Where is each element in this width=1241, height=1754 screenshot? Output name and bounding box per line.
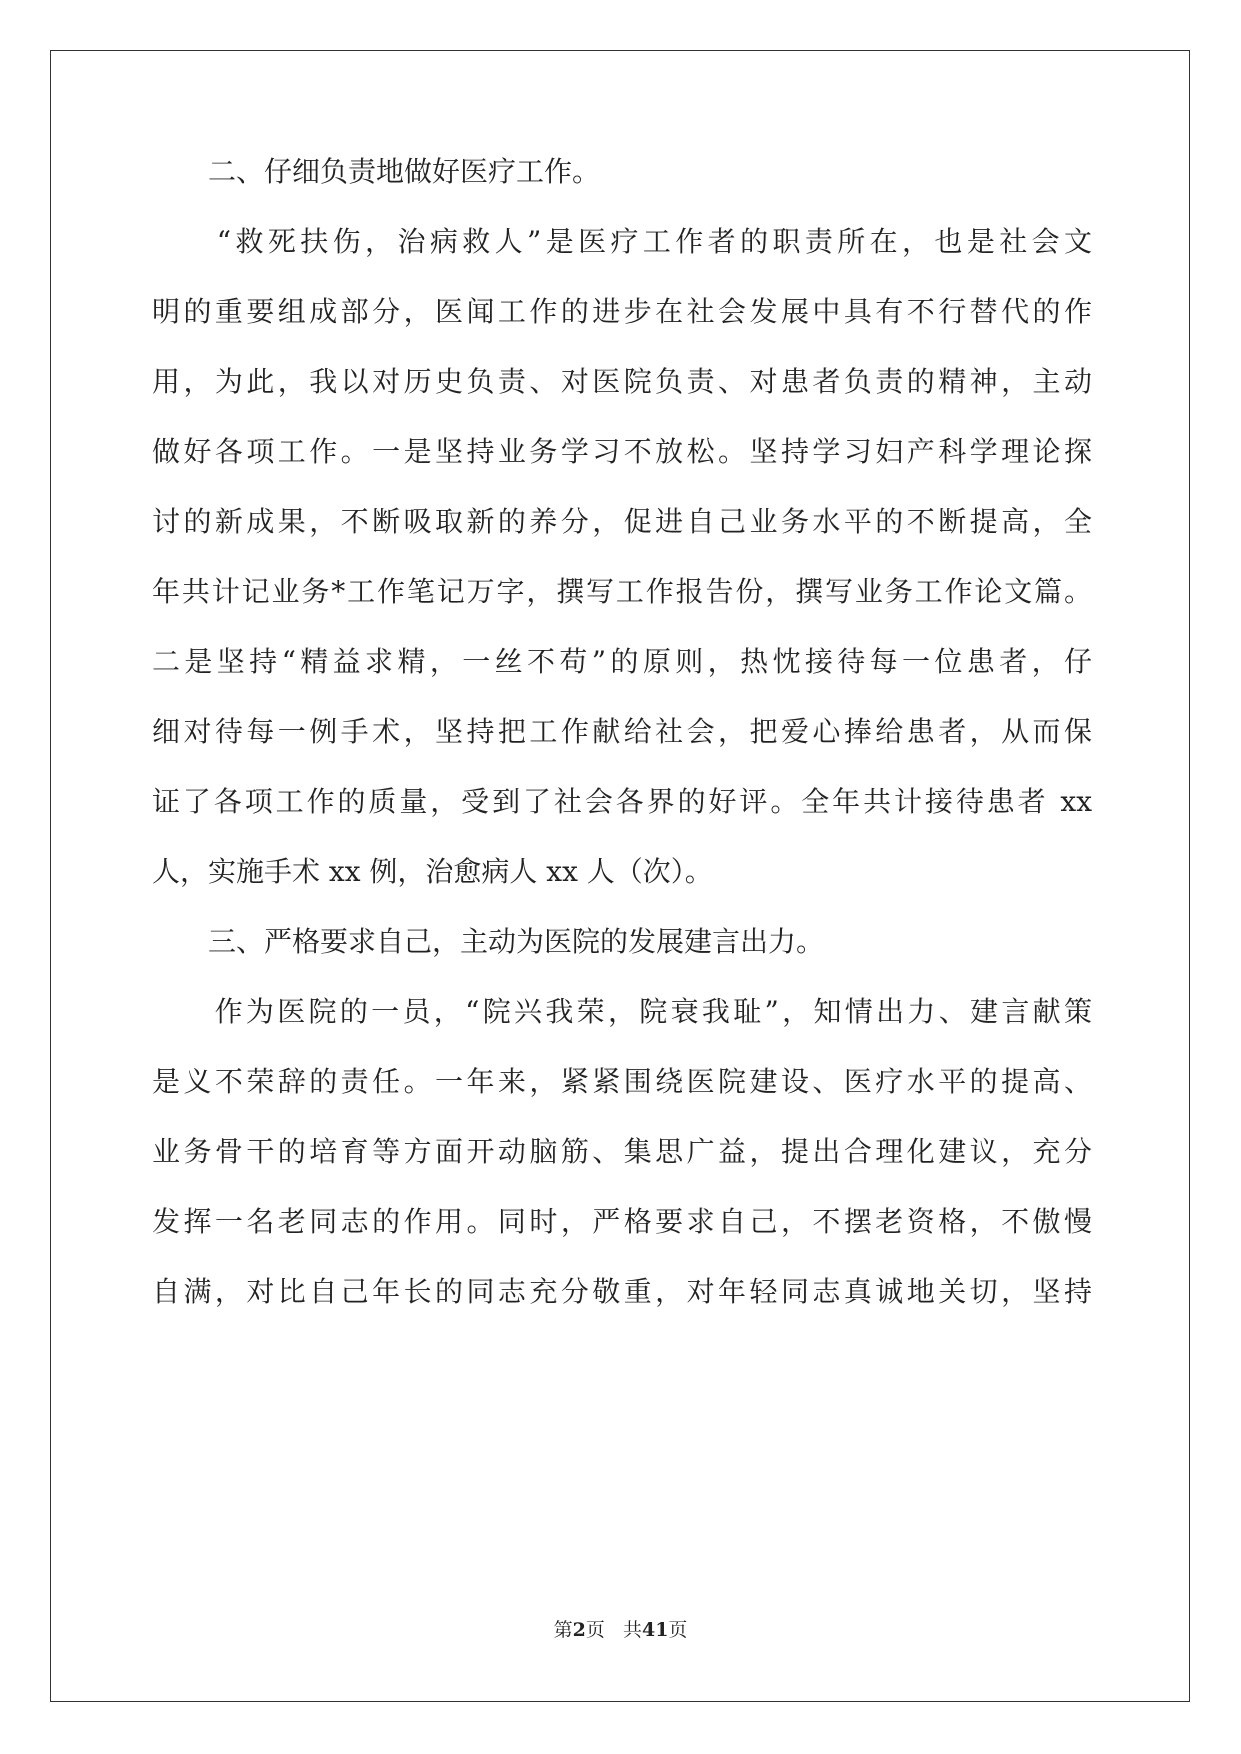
total-suffix: 页 [668, 1619, 688, 1641]
paragraph-line: 业务骨干的培育等方面开动脑筋、集思广益，提出合理化建议，充分 [152, 1135, 1092, 1168]
paragraph-line: 二是坚持“精益求精，一丝不苟”的原则，热忱接待每一位患者，仔 [152, 645, 1092, 678]
paragraph-line: 讨的新成果，不断吸取新的养分，促进自己业务水平的不断提高，全 [152, 505, 1092, 538]
page-prefix: 第 [553, 1619, 573, 1641]
paragraph-line: 用，为此，我以对历史负责、对医院负责、对患者负责的精神，主动 [152, 365, 1092, 398]
page-footer [0, 1618, 1241, 1642]
paragraph-line: 是义不荣辞的责任。一年来，紧紧围绕医院建设、医疗水平的提高、 [152, 1065, 1092, 1098]
paragraph-line: 明的重要组成部分，医闻工作的进步在社会发展中具有不行替代的作 [152, 295, 1092, 328]
total-prefix: 共 [622, 1619, 642, 1641]
paragraph-line: 细对待每一例手术，坚持把工作献给社会，把爱心捧给患者，从而保 [152, 715, 1092, 748]
paragraph-line: 证了各项工作的质量，受到了社会各界的好评。全年共计接待患者 xx [152, 785, 1092, 818]
paragraph-line: 做好各项工作。一是坚持业务学习不放松。坚持学习妇产科学理论探 [152, 435, 1092, 468]
heading-section-3: 三、严格要求自己，主动为医院的发展建言出力。 [152, 925, 825, 958]
page-number: 2 [572, 1619, 586, 1641]
paragraph-line: 年共计记业务*工作笔记万字，撰写工作报告份，撰写业务工作论文篇。 [152, 575, 1092, 608]
paragraph-line: 发挥一名老同志的作用。同时，严格要求自己，不摆老资格，不傲慢 [152, 1205, 1092, 1238]
paragraph-line: “救死扶伤，治病救人”是医疗工作者的职责所在，也是社会文 [152, 225, 1092, 258]
heading-section-2: 二、仔细负责地做好医疗工作。 [152, 155, 601, 188]
total-pages: 41 [641, 1619, 669, 1641]
paragraph-line: 自满，对比自己年长的同志充分敬重，对年轻同志真诚地关切，坚持 [152, 1275, 1092, 1308]
page-suffix: 页 [585, 1619, 605, 1641]
paragraph-line: 人，实施手术 xx 例，治愈病人 xx 人（次）。 [152, 855, 713, 888]
paragraph-line: 作为医院的一员，“院兴我荣，院衰我耻”，知情出力、建言献策 [152, 995, 1092, 1028]
